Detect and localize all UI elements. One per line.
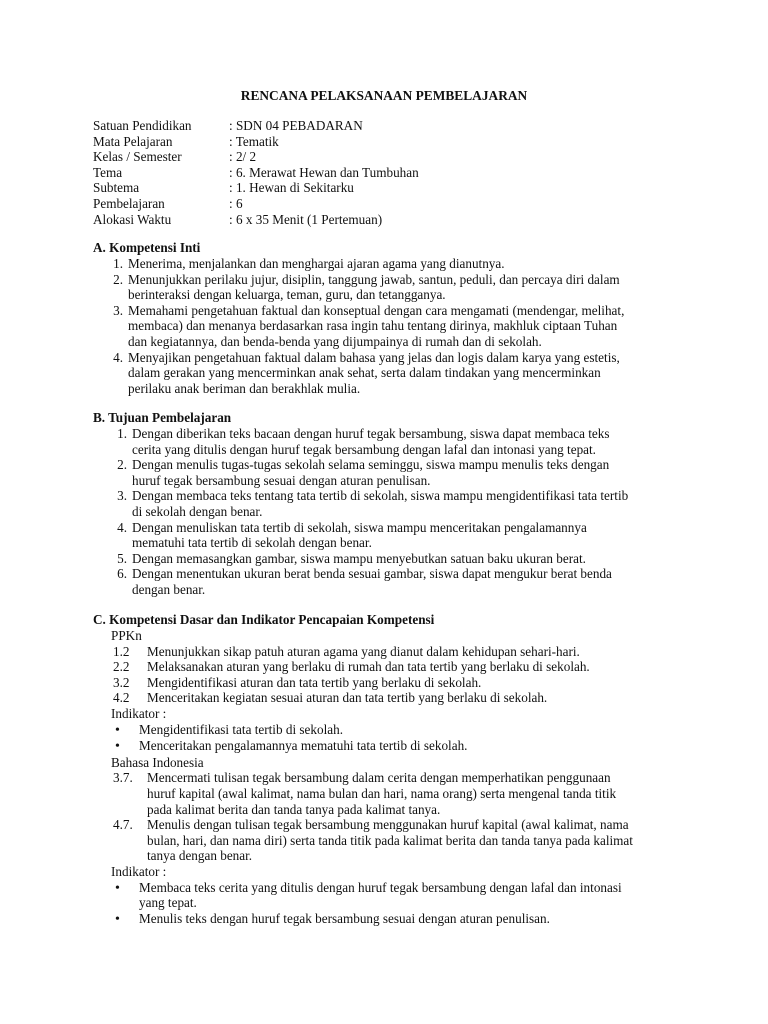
item-number: 3. (113, 302, 123, 318)
kd-line: Mengidentifikasi aturan dan tata tertib yang berlaku di sekolah. (147, 674, 482, 690)
identity-label: Kelas / Semester (93, 149, 182, 165)
bullet-icon (115, 722, 139, 739)
section-heading: A. Kompetensi Inti (93, 240, 201, 255)
item-text (128, 256, 693, 272)
identity-value: : 6. Merawat Hewan dan Tumbuhan (229, 164, 419, 180)
item-text (128, 350, 693, 397)
identity-row (93, 134, 419, 150)
item-text (128, 272, 693, 303)
kd-text (147, 690, 693, 706)
bullet-icon (115, 880, 139, 911)
item-line: dengan benar. (132, 581, 206, 597)
kd-item (93, 659, 693, 675)
item-line: membaca) dan menanya berdasarkan rasa ingin tahu tentang dirinya, makhluk ciptaan Tuhan (128, 318, 618, 334)
kd-line: Menulis dengan tulisan tegak bersambung menggunakan huruf kapital (awal kalimat, nama (147, 817, 629, 833)
kd-item (93, 675, 693, 691)
identity-label: Pembelajaran (93, 195, 165, 211)
kd-item (93, 690, 693, 706)
identity-row (93, 196, 419, 212)
list-item (93, 350, 693, 397)
identity-label: Subtema (93, 180, 140, 196)
section-tujuan-pembelajaran (93, 410, 693, 598)
list-item (93, 520, 693, 551)
item-line: Menunjukkan perilaku jujur, disiplin, tanggung jawab, santun, peduli, dan percaya diri dalam (128, 271, 620, 287)
indikator-line: Menulis teks dengan huruf tegak bersambung sesuai dengan aturan penulisan. (139, 910, 550, 926)
item-text (132, 426, 693, 457)
item-text (132, 520, 693, 551)
item-line: Dengan menentukan ukuran berat benda sesuai gambar, siswa dapat mengukur berat benda (132, 566, 612, 582)
list-item (93, 426, 693, 457)
item-line: berinteraksi dengan keluarga, teman, guru, dan tetangganya. (128, 287, 446, 303)
kd-line: Melaksanakan aturan yang berlaku di rumah dan tata tertib yang berlaku di sekolah. (147, 659, 590, 675)
indikator-text (139, 880, 693, 911)
kd-line: Menceritakan kegiatan sesuai aturan dan tata tertib yang berlaku di sekolah. (147, 690, 548, 706)
identity-label: Alokasi Waktu (93, 211, 172, 227)
indikator-line: Membaca teks cerita yang ditulis dengan huruf tegak bersambung dengan lafal dan intonasi (139, 879, 622, 895)
bullet-icon (115, 738, 139, 755)
indikator-text (139, 722, 693, 739)
identity-label: Tema (93, 164, 123, 180)
kd-line: bulan, hari, dan nama diri) serta tanda titik pada kalimat berita dan tanda tanya pada kalimat (147, 832, 633, 848)
kd-line: tanya dengan benar. (147, 848, 253, 864)
subject-label: Bahasa Indonesia (111, 754, 204, 770)
item-line: Dengan menulis tugas-tugas sekolah selama seminggu, siswa mampu menulis teks dengan (132, 457, 610, 473)
identity-value: : 1. Hewan di Sekitarku (229, 180, 354, 196)
item-number: 1. (113, 256, 123, 271)
kd-text (147, 644, 693, 660)
item-line: Menerima, menjalankan dan menghargai ajaran agama yang dianutnya. (128, 256, 505, 271)
indikator-item (93, 738, 693, 755)
item-number: 3. (117, 488, 127, 504)
identity-value: : 6 x 35 Menit (1 Pertemuan) (229, 211, 383, 227)
identity-value: : SDN 04 PEBADARAN (229, 118, 363, 133)
list-item (93, 457, 693, 488)
identity-label: Mata Pelajaran (93, 133, 173, 149)
indikator-label: Indikator : (111, 705, 167, 721)
identity-row (93, 118, 419, 134)
item-line: cerita yang ditulis dengan huruf tegak bersambung dengan lafal dan intonasi yang tepat. (132, 441, 596, 457)
kd-number: 3.7. (113, 770, 133, 786)
kd-number: 4.2 (113, 690, 130, 706)
list-item (93, 303, 693, 350)
indikator-item (93, 880, 693, 911)
kd-text (147, 659, 693, 675)
kd-number: 3.2 (113, 674, 130, 690)
item-line: Dengan memasangkan gambar, siswa mampu menyebutkan satuan baku ukuran berat. (132, 550, 586, 566)
section-heading: B. Tujuan Pembelajaran (93, 410, 232, 425)
item-text (132, 551, 693, 567)
identity-row (93, 149, 419, 165)
list-item (93, 566, 693, 597)
identity-value: : Tematik (229, 133, 279, 149)
item-number: 2. (113, 271, 123, 287)
item-text (132, 457, 693, 488)
item-number: 4. (113, 349, 123, 365)
item-line: mematuhi tata tertib di sekolah dengan benar. (132, 535, 372, 551)
indikator-line: yang tepat. (139, 895, 197, 911)
kd-number: 1.2 (113, 643, 130, 659)
kd-line: huruf kapital (awal kalimat, nama bulan dan hari, nama orang) serta mengenal tanda titik (147, 785, 617, 801)
kd-line: pada kalimat berita dan tanda tanya pada kalimat tanya. (147, 801, 441, 817)
item-line: Menyajikan pengetahuan faktual dalam bahasa yang jelas dan logis dalam karya yang estetis, (128, 349, 620, 365)
indikator-label: Indikator : (111, 863, 167, 879)
item-line: perilaku anak beriman dan berakhlak mulia. (128, 380, 361, 396)
item-line: dalam gerakan yang mencerminkan anak sehat, serta dalam tindakan yang mencerminkan (128, 365, 601, 381)
document-title: RENCANA PELAKSANAAN PEMBELAJARAN (240, 88, 528, 103)
list-item (93, 488, 693, 519)
item-text (128, 303, 693, 350)
section-kompetensi-inti (93, 240, 693, 396)
item-number: 2. (117, 457, 127, 473)
identity-value: : 6 (229, 195, 243, 211)
item-number: 4. (117, 519, 127, 535)
section-heading: C. Kompetensi Dasar dan Indikator Pencapaian Kompetensi (93, 612, 435, 627)
list-item (93, 551, 693, 567)
kd-text (147, 770, 693, 817)
indikator-line: Mengidentifikasi tata tertib di sekolah. (139, 721, 343, 737)
identity-value: : 2/ 2 (229, 149, 257, 165)
identity-label: Satuan Pendidikan (93, 118, 192, 133)
item-line: Dengan diberikan teks bacaan dengan huruf tegak bersambung, siswa dapat membaca teks (132, 426, 610, 441)
item-number: 1. (117, 426, 127, 441)
identity-table (93, 118, 419, 227)
kd-item (93, 644, 693, 660)
item-line: Dengan membaca teks tentang tata tertib di sekolah, siswa mampu mengidentifikasi tata tertib (132, 488, 629, 504)
indikator-item (93, 911, 693, 928)
item-line: Memahami pengetahuan faktual dan konseptual dengan cara mengamati (mendengar, melihat, (128, 302, 625, 318)
item-line: di sekolah dengan benar. (132, 503, 263, 519)
item-line: Dengan menuliskan tata tertib di sekolah, siswa mampu menceritakan pengalamannya (132, 519, 587, 535)
subject-label: PPKn (111, 628, 142, 643)
indikator-item (93, 722, 693, 739)
item-text (132, 488, 693, 519)
identity-row (93, 180, 419, 196)
identity-row (93, 165, 419, 181)
kd-number: 4.7. (113, 817, 133, 833)
item-number: 5. (117, 550, 127, 566)
indikator-text (139, 738, 693, 755)
item-line: huruf tegak bersambung sesuai dengan aturan penulisan. (132, 472, 431, 488)
list-item (93, 256, 693, 272)
item-number: 6. (117, 566, 127, 582)
kd-item (93, 817, 693, 864)
indikator-text (139, 911, 693, 928)
section-kompetensi-dasar (93, 612, 693, 927)
kd-text (147, 675, 693, 691)
kd-item (93, 770, 693, 817)
kd-number: 2.2 (113, 659, 130, 675)
indikator-line: Menceritakan pengalamannya mematuhi tata tertib di sekolah. (139, 738, 468, 754)
item-text (132, 566, 693, 597)
item-line: dan kegiatannya, dan benda-benda yang dijumpainya di rumah dan di sekolah. (128, 333, 542, 349)
list-item (93, 272, 693, 303)
bullet-icon (115, 911, 139, 928)
kd-line: Mencermati tulisan tegak bersambung dalam cerita dengan memperhatikan penggunaan (147, 770, 611, 786)
kd-text (147, 817, 693, 864)
kd-line: Menunjukkan sikap patuh aturan agama yang dianut dalam kehidupan sehari-hari. (147, 643, 580, 659)
identity-row (93, 212, 419, 228)
